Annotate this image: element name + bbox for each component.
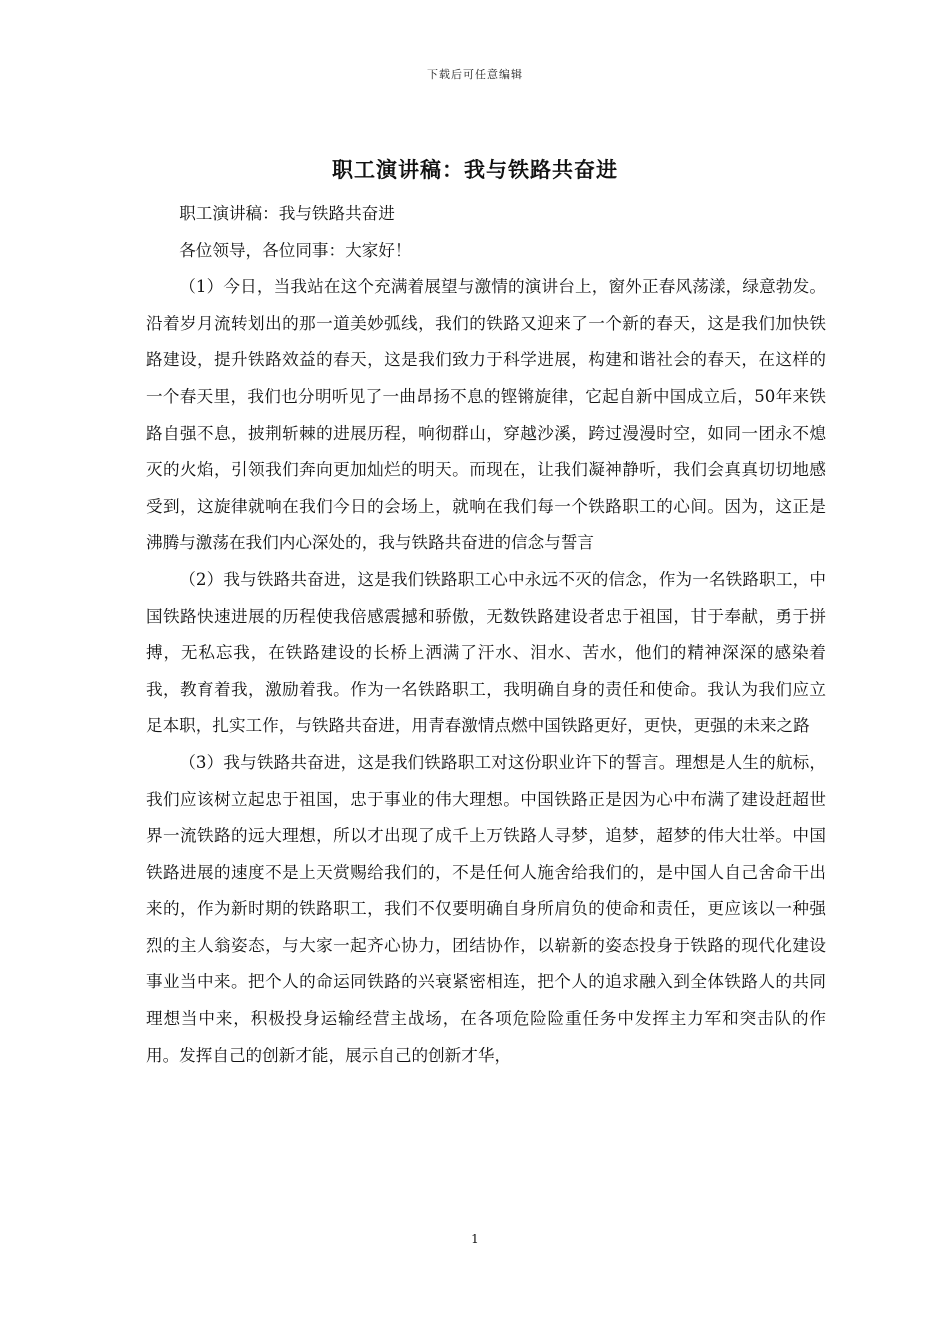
paragraph-1: （1）今日，当我站在这个充满着展望与激情的演讲台上，窗外正春风荡漾，绿意勃发。沿着岁月流转划出的那一道美妙弧线，我们的铁路又迎来了一个新的春天，这是我们加快铁路建设，提升铁路效益的春天，这是我们致力于科学进展，构建和谐社会的春天，在这样的一个春天里，我们也分明听见了一曲昂扬不息的铿锵旋律，它起自新中国成立后，50年来铁路自强不息，披荆斩棘的进展历程，响彻群山，穿越沙溪，跨过漫漫时空，如同一团永不熄灭的火焰，引领我们奔向更加灿烂的明天。而现在，让我们凝神静听，我们会真真切切地感受到，这旋律就响在我们今日的会场上，就响在我们每一个铁路职工的心间。因为，这正是沸腾与激荡在我们内心深处的，我与铁路共奋进的信念与誓言 <box>146 277 826 553</box>
document-title: 职工演讲稿：我与铁路共奋进 <box>332 157 618 182</box>
document-body <box>146 196 826 1074</box>
header-note: 下载后可任意编辑 <box>427 68 523 81</box>
paragraph-greeting: 各位领导，各位同事：大家好！ <box>179 240 412 260</box>
paragraph-2: （2）我与铁路共奋进，这是我们铁路职工心中永远不灭的信念，作为一名铁路职工，中国铁路快速进展的历程使我倍感震撼和骄傲，无数铁路建设者忠于祖国，甘于奉献，勇于拼搏，无私忘我，在铁路建设的长桥上洒满了汗水、泪水、苦水，他们的精神深深的感染着我，教育着我，激励着我。作为一名铁路职工，我明确自身的责任和使命。我认为我们应立足本职，扎实工作，与铁路共奋进，用青春激情点燃中国铁路更好，更快，更强的未来之路 <box>146 569 826 736</box>
paragraph-3: （3）我与铁路共奋进，这是我们铁路职工对这份职业许下的誓言。理想是人生的航标，我们应该树立起忠于祖国，忠于事业的伟大理想。中国铁路正是因为心中布满了建设赶超世界一流铁路的远大理想，所以才出现了成千上万铁路人寻梦，追梦，超梦的伟大壮举。中国铁路进展的速度不是上天赏赐给我们的，不是任何人施舍给我们的，是中国人自己舍命干出来的，作为新时期的铁路职工，我们不仅要明确自身所肩负的使命和责任，更应该以一种强烈的主人翁姿态，与大家一起齐心协力，团结协作，以崭新的姿态投身于铁路的现代化建设事业当中来。把个人的命运同铁路的兴衰紧密相连，把个人的追求融入到全体铁路人的共同理想当中来，积极投身运输经营主战场，在各项危险险重任务中发挥主力军和突击队的作用。发挥自己的创新才能，展示自己的创新才华， <box>146 752 826 1065</box>
page-number: 1 <box>471 1232 479 1246</box>
paragraph-subtitle: 职工演讲稿：我与铁路共奋进 <box>179 204 395 223</box>
